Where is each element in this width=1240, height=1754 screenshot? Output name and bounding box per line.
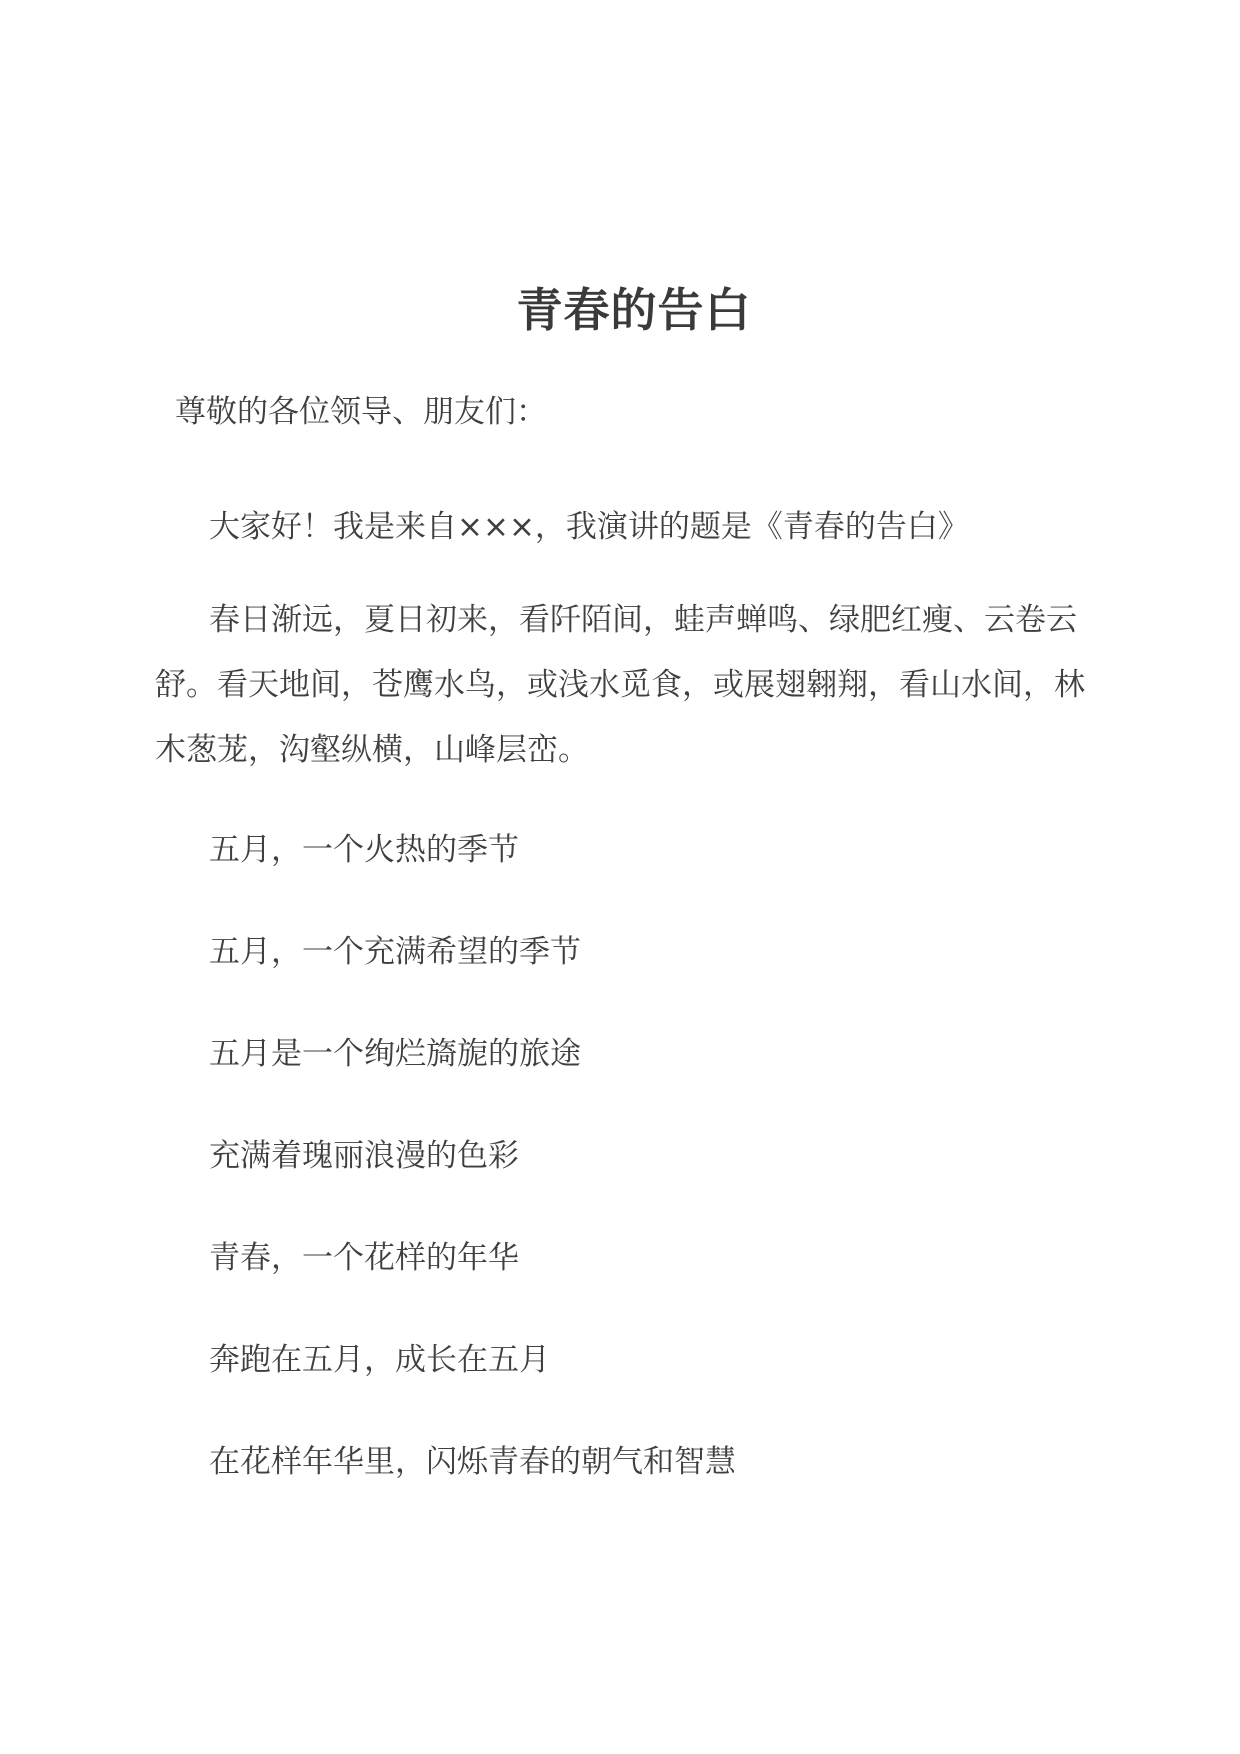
paragraph-may-journey: 五月是一个绚烂旖旎的旅途	[209, 1036, 581, 1072]
paragraph-may-hope: 五月，一个充满希望的季节	[209, 934, 581, 970]
document-title: 青春的告白	[516, 283, 752, 337]
paragraph-may-hot: 五月，一个火热的季节	[209, 832, 519, 868]
salutation: 尊敬的各位领导、朋友们：	[175, 394, 547, 430]
paragraph-scenery: 春日渐远，夏日初来，看阡陌间，蛙声蝉鸣、绿肥红瘦、云卷云舒。看天地间，苍鹰水鸟，或浅水觅食，或展翅翱翔，看山水间，林木葱茏，沟壑纵横，山峰层峦。	[155, 602, 1085, 768]
paragraph-colors: 充满着瑰丽浪漫的色彩	[209, 1138, 519, 1174]
paragraph-youth: 青春，一个花样的年华	[209, 1240, 519, 1276]
paragraph-running: 奔跑在五月，成长在五月	[209, 1342, 550, 1378]
paragraph-greeting: 大家好！我是来自×××，我演讲的题是《青春的告白》	[209, 509, 969, 545]
paragraph-wisdom: 在花样年华里，闪烁青春的朝气和智慧	[209, 1444, 736, 1480]
